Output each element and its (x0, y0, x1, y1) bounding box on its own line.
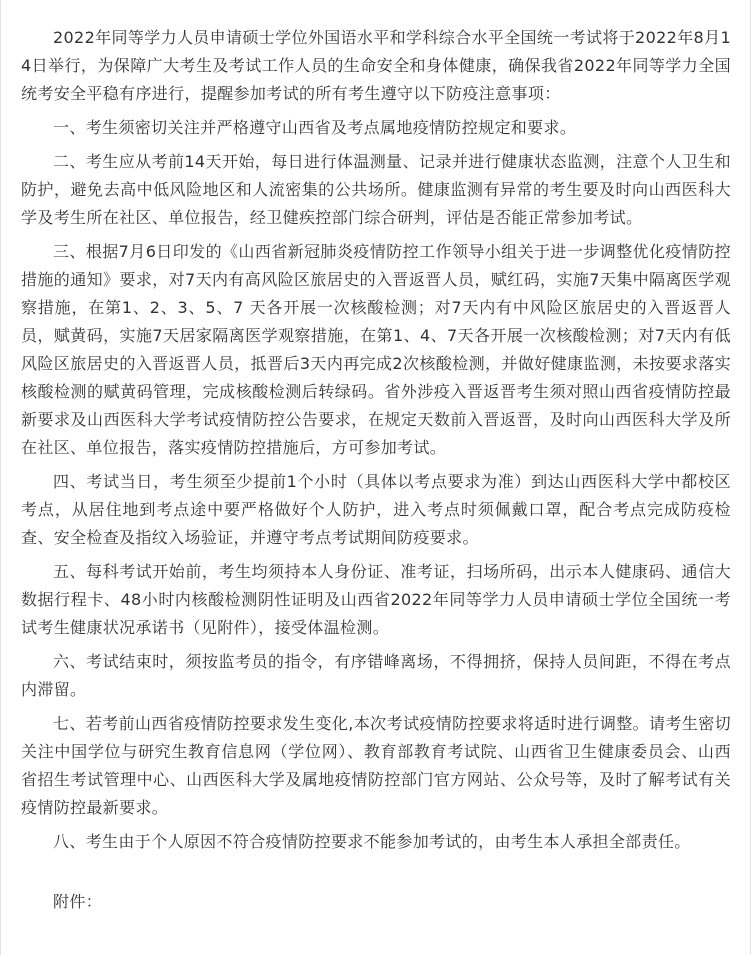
rule-paragraph-3: 三、根据7月6日印发的《山西省新冠肺炎疫情防控工作领导小组关于进一步调整优化疫情防控措施的通知》要求，对7天内有高风险区旅居史的入晋返晋人员，赋红码，实施7天集中隔离医学观察措施，在第1、2、3、5、7 天各开展一次核酸检测；对7天内有中风险区旅居史的入晋返晋人员，赋黄码，实施7天居家隔离医学观察措施，在第1、4、7天各开展一次核酸检测；对7天内有低风险区旅居史的入晋返晋人员，抵晋后3天内再完成2次核酸检测，并做好健康监测，未按要求落实核酸检测的赋黄码管理，完成核酸检测后转绿码。省外涉疫入晋返晋考生须对照山西省疫情防控最新要求及山西医科大学考试疫情防控公告要求，在规定天数前入晋返晋，及时向山西医科大学及所在社区、单位报告，落实疫情防控措施后，方可参加考试。 (21, 242, 731, 457)
attachment-label: 附件： (53, 892, 103, 911)
rule-paragraph-2: 二、考生应从考前14天开始，每日进行体温测量、记录并进行健康状态监测，注意个人卫生和防护，避免去高中低风险地区和人流密集的公共场所。健康监测有异常的考生要及时向山西医科大学及考生所在社区、单位报告，经卫健疾控部门综合研判，评估是否能正常参加考试。 (21, 152, 731, 227)
rule-paragraph-8: 八、考生由于个人原因不符合疫情防控要求不能参加考试的，由考生本人承担全部责任。 (53, 832, 691, 851)
intro-paragraph: 2022年同等学力人员申请硕士学位外国语水平和学科综合水平全国统一考试将于2022年8月14日举行，为保障广大考生及考试工作人员的生命安全和身体健康，确保我省2022年同等学力全国统考安全平稳有序进行，提醒参加考试的所有考生遵守以下防疫注意事项： (21, 28, 731, 103)
rule-paragraph-4: 四、考试当日，考生须至少提前1个小时（具体以考点要求为准）到达山西医科大学中都校区考点，从居住地到考点途中要严格做好个人防护，进入考点时须佩戴口罩，配合考点完成防疫检查、安全检查及指纹入场验证，并遵守考点考试期间防疫要求。 (21, 472, 731, 547)
rule-paragraph-6: 六、考试结束时，须按监考员的指令，有序错峰离场，不得拥挤，保持人员间距，不得在考点内滞留。 (21, 652, 731, 699)
article-body (21, 24, 731, 916)
rule-paragraph-1: 一、考生须密切关注并严格遵守山西省及考点属地疫情防控规定和要求。 (53, 118, 577, 137)
rule-paragraph-5: 五、每科考试开始前，考生均须持本人身份证、准考证，扫场所码，出示本人健康码、通信大数据行程卡、48小时内核酸检测阴性证明及山西省2022年同等学力人员申请硕士学位全国统一考试考生健康状况承诺书（见附件），接受体温检测。 (21, 562, 731, 637)
rule-paragraph-7: 七、若考前山西省疫情防控要求发生变化,本次考试疫情防控要求将适时进行调整。请考生密切关注中国学位与研究生教育信息网（学位网）、教育部教育考试院、山西省卫生健康委员会、山西省招生考试管理中心、山西医科大学及属地疫情防控部门官方网站、公众号等，及时了解考试有关疫情防控最新要求。 (21, 714, 731, 817)
